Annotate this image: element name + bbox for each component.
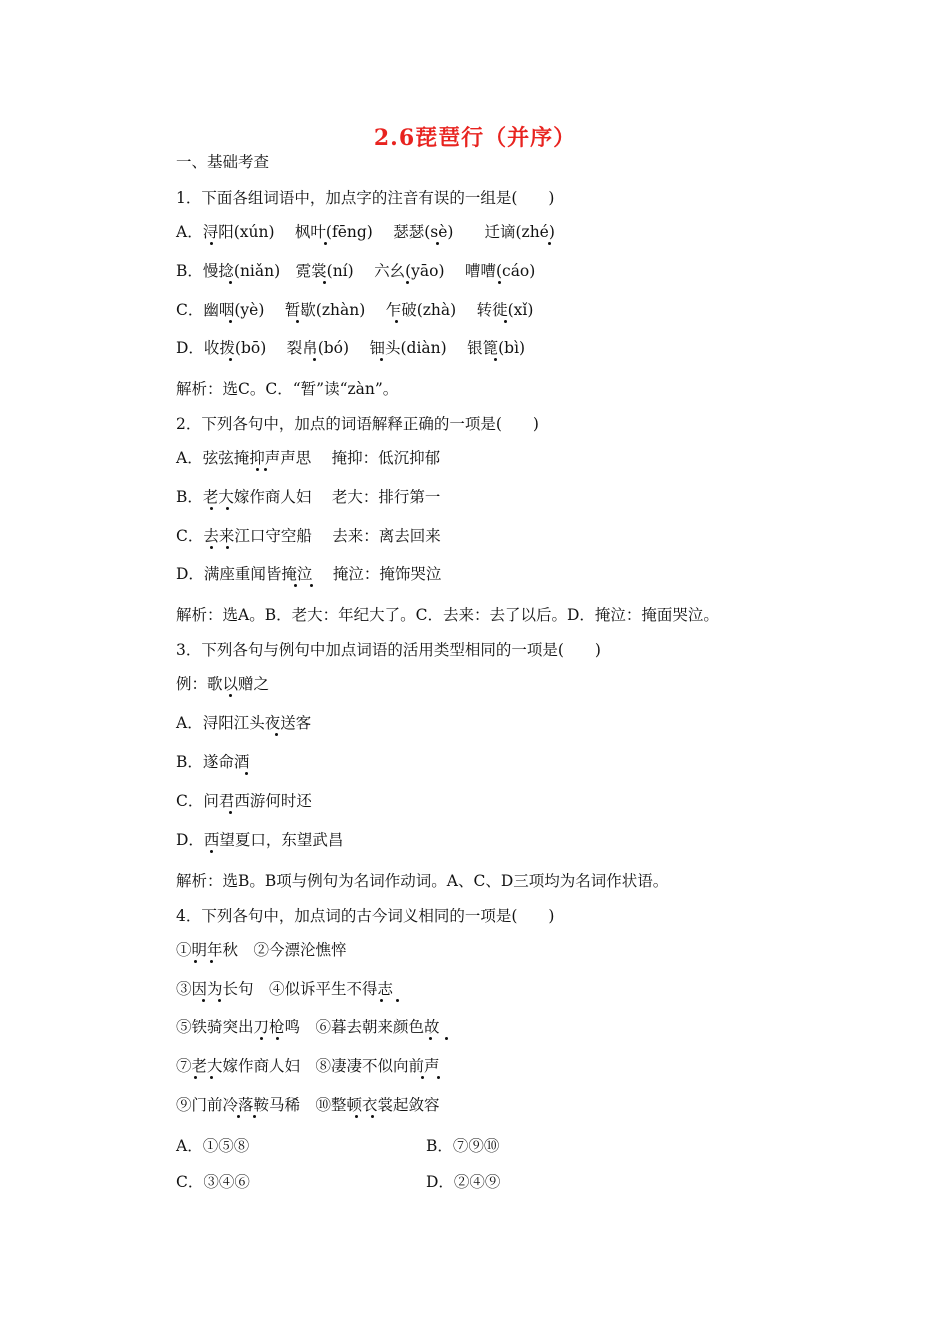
q1-option-b: B．慢捻(niǎn) 霓裳(ní) 六幺(yāo) 嘈嘈(cáo) xyxy=(176,262,536,280)
q4-item-row: ⑦老大嫁作商人妇 ⑧凄凄不似向前声 xyxy=(176,1057,440,1075)
emphasis-dot xyxy=(323,281,326,284)
emphasis-dot xyxy=(229,281,232,284)
emphasis-dot xyxy=(548,242,551,245)
q2-option-c: C．去来江口守空船 去来：离去回来 xyxy=(176,527,441,545)
emphasis-dot xyxy=(194,1076,197,1079)
emphasis-dot xyxy=(296,320,299,323)
emphasis-dot xyxy=(380,358,383,361)
emphasis-dot xyxy=(494,358,497,361)
q4-option-b: B．⑦⑨⑩ xyxy=(426,1137,500,1155)
emphasis-dot xyxy=(210,507,213,510)
emphasis-dot xyxy=(229,694,232,697)
emphasis-dot xyxy=(229,358,232,361)
emphasis-dot xyxy=(226,546,229,549)
q4-stem: 4．下列各句中，加点词的古今词义相同的一项是( ) xyxy=(176,907,555,925)
document-title: 2.6琵琶行（并序） xyxy=(373,125,577,151)
emphasis-dot xyxy=(396,999,399,1002)
emphasis-dot xyxy=(256,468,259,471)
emphasis-dot xyxy=(371,1115,374,1118)
emphasis-dot xyxy=(218,999,221,1002)
q1-option-d: D．收拨(bō) 裂帛(bó) 钿头(diàn) 银篦(bì) xyxy=(176,339,526,357)
emphasis-dot xyxy=(429,1037,432,1040)
q1-answer: 解析：选C。C．“暂”读“zàn”。 xyxy=(176,380,399,398)
q3-answer: 解析：选B。B项与例句为名词作动词。A、C、D三项均为名词作状语。 xyxy=(176,872,669,890)
q3-option-a: A．浔阳江头夜送客 xyxy=(176,714,312,732)
q4-item-row: ⑨门前冷落鞍马稀 ⑩整顿衣裳起敛容 xyxy=(176,1096,440,1114)
emphasis-dot xyxy=(226,507,229,510)
q2-option-b: B．老大嫁作商人妇 老大：排行第一 xyxy=(176,488,441,506)
q4-option-d: D．②④⑨ xyxy=(426,1173,501,1191)
q2-option-a: A．弦弦掩抑声声思 掩抑：低沉抑郁 xyxy=(176,449,441,467)
emphasis-dot xyxy=(210,242,213,245)
emphasis-dot xyxy=(445,1037,448,1040)
emphasis-dot xyxy=(253,1115,256,1118)
q4-option-c: C．③④⑥ xyxy=(176,1173,250,1191)
q4-item-row: ③因为长句 ④似诉平生不得志 xyxy=(176,980,394,998)
emphasis-dot xyxy=(210,546,213,549)
emphasis-dot xyxy=(275,733,278,736)
q2-stem: 2．下列各句中，加点的词语解释正确的一项是( ) xyxy=(176,415,539,433)
emphasis-dot xyxy=(276,1037,279,1040)
q4-option-a: A．①⑤⑧ xyxy=(176,1137,250,1155)
emphasis-dot xyxy=(237,1115,240,1118)
emphasis-dot xyxy=(210,1076,213,1079)
q2-option-d: D．满座重闻皆掩泣 掩泣：掩饰哭泣 xyxy=(176,565,442,583)
emphasis-dot xyxy=(437,1076,440,1079)
section-heading: 一、基础考查 xyxy=(176,153,270,171)
q4-item-row: ①明年秋 ②今漂沦憔悴 xyxy=(176,941,347,959)
emphasis-dot xyxy=(421,1076,424,1079)
q1-option-a: A．浔阳(xún) 枫叶(fēng) 瑟瑟(sè) 迁谪(zhé) xyxy=(176,223,555,241)
emphasis-dot xyxy=(313,358,316,361)
q3-example: 例：歌以赠之 xyxy=(176,675,270,693)
emphasis-dot xyxy=(229,320,232,323)
emphasis-dot xyxy=(406,281,409,284)
emphasis-dot xyxy=(210,960,213,963)
q3-stem: 3．下列各句与例句中加点词语的活用类型相同的一项是( ) xyxy=(176,641,601,659)
q3-option-d: D．西望夏口，东望武昌 xyxy=(176,831,344,849)
q1-stem: 1．下面各组词语中，加点字的注音有误的一组是( ) xyxy=(176,189,555,207)
emphasis-dot xyxy=(436,242,439,245)
emphasis-dot xyxy=(395,320,398,323)
emphasis-dot xyxy=(194,960,197,963)
emphasis-dot xyxy=(498,281,501,284)
q4-item-row: ⑤铁骑突出刀枪鸣 ⑥暮去朝来颜色故 xyxy=(176,1018,440,1036)
q3-option-b: B．遂命酒 xyxy=(176,753,250,771)
emphasis-dot xyxy=(210,850,213,853)
emphasis-dot xyxy=(355,1115,358,1118)
emphasis-dot xyxy=(229,811,232,814)
emphasis-dot xyxy=(294,584,297,587)
q1-option-c: C．幽咽(yè) 暂歇(zhàn) 乍破(zhà) 转徙(xǐ) xyxy=(176,301,534,319)
q2-answer: 解析：选A。B．老大：年纪大了。C．去来：去了以后。D．掩泣：掩面哭泣。 xyxy=(176,606,719,624)
emphasis-dot xyxy=(245,772,248,775)
emphasis-dot xyxy=(324,242,327,245)
emphasis-dot xyxy=(504,320,507,323)
q3-option-c: C．问君西游何时还 xyxy=(176,792,312,810)
emphasis-dot xyxy=(260,1037,263,1040)
emphasis-dot xyxy=(310,584,313,587)
emphasis-dot xyxy=(202,999,205,1002)
emphasis-dot xyxy=(380,999,383,1002)
emphasis-dot xyxy=(264,468,267,471)
